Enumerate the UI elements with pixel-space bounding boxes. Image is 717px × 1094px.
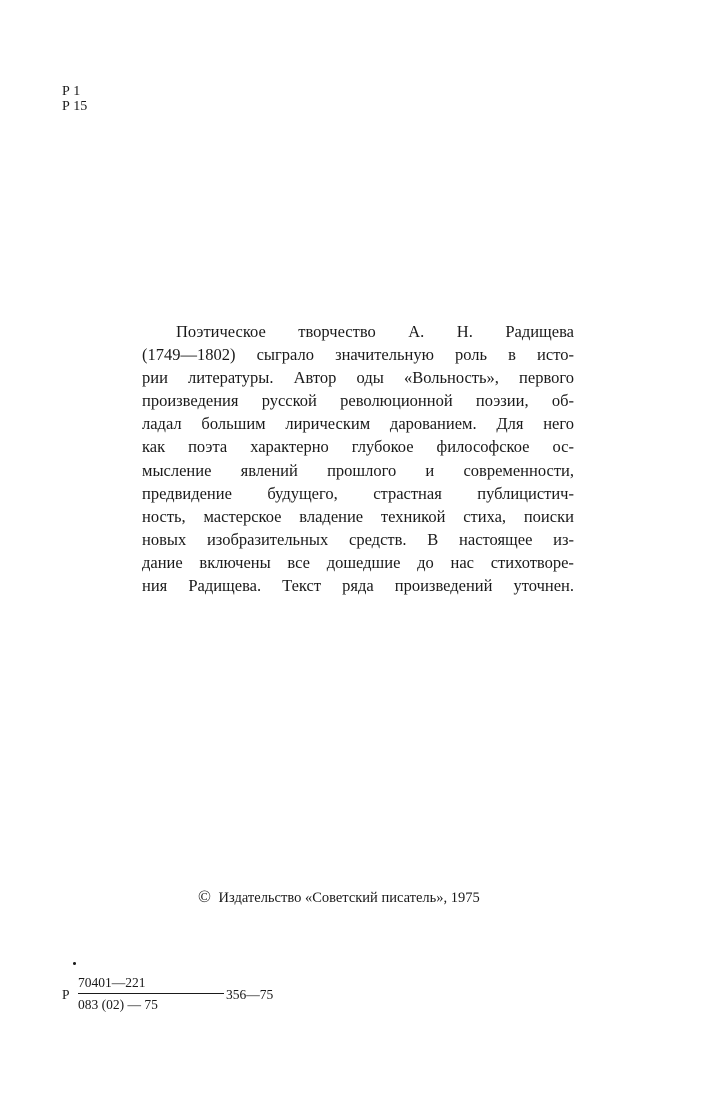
annotation-word: как <box>142 437 166 457</box>
annotation-word: из- <box>553 529 574 549</box>
annotation-word: мысление <box>142 460 212 480</box>
annotation-word: мастерское <box>203 506 282 526</box>
annotation-word: предвидение <box>142 483 232 503</box>
index-denominator: 083 (02) — 75 <box>78 997 158 1012</box>
classification-code <box>62 84 87 114</box>
annotation-line <box>142 320 574 343</box>
annotation-word: современности, <box>463 460 574 480</box>
annotation-word: революционной <box>340 391 453 411</box>
index-numerator: 70401—221 <box>78 975 146 990</box>
annotation-word: философское <box>436 437 530 457</box>
annotation-word: русской <box>261 391 317 411</box>
annotation-word: уточнен. <box>513 576 574 596</box>
annotation-line <box>142 412 574 435</box>
annotation-word: об- <box>551 391 574 411</box>
annotation-word: оды <box>356 368 384 388</box>
annotation-word: явлений <box>240 460 298 480</box>
annotation-line <box>142 528 574 551</box>
annotation-word: Автор <box>293 368 337 388</box>
annotation-word: включены <box>199 552 271 572</box>
annotation-word: дошедшие <box>326 552 401 572</box>
annotation-line <box>142 343 574 366</box>
annotation-word: поэзии, <box>475 391 529 411</box>
annotation-word: произведения <box>142 391 239 411</box>
annotation-word: ность, <box>142 506 186 526</box>
annotation-word: глубокое <box>351 437 414 457</box>
annotation-word: творчество <box>298 322 376 341</box>
annotation-word: прошлого <box>327 460 397 480</box>
annotation-word: значительную <box>335 345 434 365</box>
annotation-word: первого <box>519 368 574 388</box>
annotation-word: рии <box>142 368 168 388</box>
annotation-word: страстная <box>373 483 442 503</box>
annotation-word: нас <box>450 552 474 572</box>
annotation-word: изобразительных <box>206 529 329 549</box>
annotation-word: Поэтическое <box>176 322 266 341</box>
annotation-word: произведений <box>394 576 493 596</box>
annotation-word: дание <box>142 552 183 572</box>
annotation-word: техникой <box>380 506 446 526</box>
annotation-word: настоящее <box>459 529 533 549</box>
annotation-word: Радищева <box>505 322 574 341</box>
annotation-word: новых <box>142 529 187 549</box>
annotation-word: будущего, <box>267 483 338 503</box>
annotation-word: Текст <box>282 576 322 596</box>
annotation-word: ния <box>142 576 168 596</box>
annotation-word: большим <box>201 414 266 434</box>
annotation-word: все <box>287 552 310 572</box>
index-suffix: 356—75 <box>226 987 274 1002</box>
annotation-word: роль <box>455 345 488 365</box>
annotation-word: публицистич- <box>477 483 574 503</box>
annotation-line <box>142 482 574 505</box>
annotation-line <box>142 459 574 482</box>
annotation-word: Для <box>496 414 524 434</box>
annotation-word: Радищева. <box>188 576 262 596</box>
annotation-word: Н. <box>456 322 473 341</box>
annotation-line <box>142 574 574 597</box>
annotation-word: и <box>425 460 435 480</box>
fraction-bar <box>78 993 224 994</box>
annotation-paragraph <box>142 320 574 597</box>
annotation-word: литературы. <box>188 368 274 388</box>
copyright-symbol: © <box>198 887 211 906</box>
classification-line-1: Р 1 <box>62 84 81 99</box>
copyright-text: Издательство «Советский писатель», 1975 <box>218 890 480 906</box>
annotation-line <box>142 389 574 412</box>
annotation-word: владение <box>299 506 364 526</box>
annotation-word: ряда <box>342 576 374 596</box>
annotation-word: ладал <box>142 414 182 434</box>
annotation-word: ос- <box>552 437 574 457</box>
annotation-word: поэта <box>188 437 228 457</box>
annotation-word: характерно <box>250 437 329 457</box>
annotation-word: В <box>427 529 439 549</box>
index-code <box>62 975 274 1023</box>
annotation-word: в <box>508 345 516 365</box>
annotation-word: поиски <box>523 506 574 526</box>
annotation-word: А. <box>408 322 425 341</box>
annotation-line <box>142 435 574 458</box>
annotation-word: «Вольность», <box>403 368 499 388</box>
annotation-word: средств. <box>349 529 407 549</box>
annotation-line <box>142 551 574 574</box>
printer-dot <box>73 962 76 965</box>
annotation-word: (1749—1802) <box>142 345 236 365</box>
annotation-word: стиха, <box>463 506 507 526</box>
annotation-word: него <box>543 414 574 434</box>
annotation-word: лирическим <box>285 414 371 434</box>
annotation-line <box>142 366 574 389</box>
copyright-notice <box>198 887 480 907</box>
annotation-word: стихотворе- <box>490 552 574 572</box>
annotation-word: до <box>417 552 434 572</box>
classification-line-2: Р 15 <box>62 99 88 114</box>
annotation-line <box>142 505 574 528</box>
annotation-word: дарованием. <box>389 414 477 434</box>
annotation-word: исто- <box>537 345 574 365</box>
index-letter: Р <box>62 987 70 1002</box>
annotation-word: сыграло <box>256 345 314 365</box>
